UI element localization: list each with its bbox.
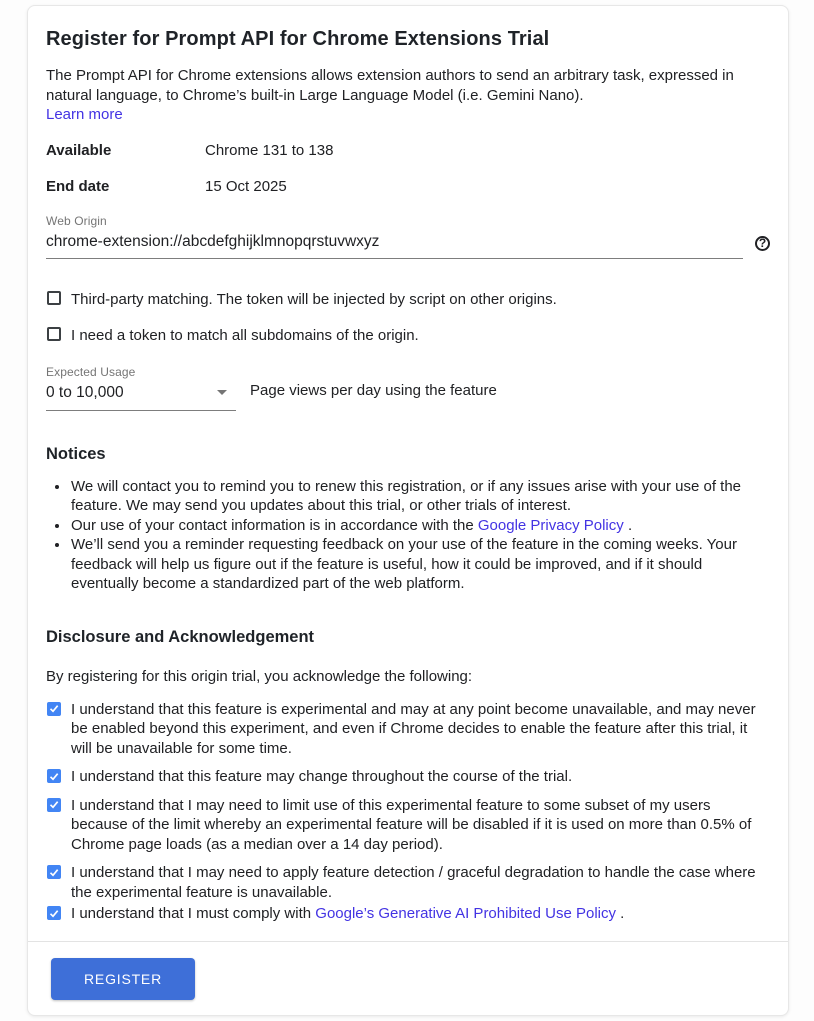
register-button[interactable]: REGISTER — [51, 958, 195, 1000]
ack-item-limit-use — [46, 796, 770, 855]
end-date-value: 15 Oct 2025 — [205, 177, 287, 195]
generative-ai-policy-link[interactable]: Google’s Generative AI Prohibited Use Policy — [315, 905, 616, 922]
disclosure-heading: Disclosure and Acknowledgement — [46, 627, 315, 646]
notices-list — [46, 477, 766, 594]
page-title: Register for Prompt API for Chrome Extensions Trial — [46, 28, 550, 50]
end-date-label: End date — [46, 177, 110, 195]
trial-details — [46, 142, 770, 195]
end-date-row — [46, 178, 770, 195]
web-origin-label: Web Origin — [46, 213, 107, 228]
notices-heading: Notices — [46, 444, 106, 463]
expected-usage-select[interactable] — [46, 379, 236, 411]
checkmark-icon — [49, 703, 59, 714]
third-party-matching-row — [46, 290, 770, 310]
ack-item-comply-policy — [46, 904, 770, 924]
help-icon[interactable]: ? — [755, 236, 770, 251]
available-row — [46, 142, 770, 159]
web-origin-input-underline — [46, 228, 743, 259]
expected-usage-label: Expected Usage — [46, 364, 136, 379]
trial-description: The Prompt API for Chrome extensions allows extension authors to send an arbitrary task, expressed in natural language, to Chrome’s built-in Large Language Model (i.e. Gemini Nano). — [46, 67, 734, 104]
expected-usage-suffix: Page views per day using the feature — [250, 381, 497, 399]
acknowledgement-list — [46, 700, 770, 924]
ack-limit-use-label: I understand that I may need to limit use of this experimental feature to some subset of my users because of the limit whereby an experimental feature will be disabled if it is used on more than 0.5% of Chrome page loads (as a median over a 14 day period). — [71, 796, 752, 853]
ack-item-feature-detection — [46, 863, 770, 902]
match-subdomains-row — [46, 326, 770, 346]
match-subdomains-label: I need a token to match all subdomains of the origin. — [71, 327, 419, 344]
expected-usage-field — [46, 365, 770, 411]
google-privacy-policy-link[interactable]: Google Privacy Policy — [477, 516, 624, 534]
token-options — [46, 290, 770, 346]
ack-comply-policy-label: I understand that I must comply with Google’s Generative AI Prohibited Use Policy . — [71, 905, 625, 922]
ack-may-change-label: I understand that this feature may change throughout the course of the trial. — [71, 768, 573, 785]
ack-experimental-checkbox[interactable] — [47, 702, 61, 716]
available-value: Chrome 131 to 138 — [205, 141, 334, 159]
footer — [28, 942, 788, 1015]
checkmark-icon — [49, 799, 59, 810]
third-party-matching-label: Third-party matching. The token will be injected by script on other origins. — [71, 290, 557, 308]
web-origin-field — [46, 214, 770, 259]
learn-more-link[interactable]: Learn more — [46, 106, 123, 123]
available-label: Available — [46, 141, 112, 159]
ack-item-experimental — [46, 700, 770, 759]
web-origin-input[interactable] — [46, 228, 743, 258]
ack-feature-detection-checkbox[interactable] — [47, 865, 61, 879]
ack-item-may-change — [46, 767, 770, 787]
checkmark-icon — [49, 908, 59, 919]
ack-feature-detection-label: I understand that I may need to apply feature detection / graceful degradation to handle the case where the experimental feature is unavailable. — [71, 864, 756, 901]
ack-may-change-checkbox[interactable] — [47, 769, 61, 783]
ack-experimental-label: I understand that this feature is experimental and may at any point become unavailable, and may never be enabled beyond this experiment, and even if Chrome decides to enable the feature after this trial, it will be unavailable for some time. — [71, 700, 756, 757]
expected-usage-value: 0 to 10,000 — [46, 383, 124, 401]
notice-text: We will contact you to remind you to renew this registration, or if any issues arise with your use of the feature. We may send you updates about this trial, or other trials of interest. — [71, 477, 742, 514]
notice-item — [70, 516, 766, 536]
checkmark-icon — [49, 867, 59, 878]
dropdown-arrow-icon — [217, 390, 227, 395]
checkmark-icon — [49, 771, 59, 782]
notice-text: . — [623, 516, 633, 534]
third-party-matching-checkbox[interactable] — [47, 291, 61, 305]
notice-text: Our use of your contact information is in accordance with the — [71, 516, 478, 534]
notice-item — [70, 535, 766, 594]
notice-text: We’ll send you a reminder requesting feedback on your use of the feature in the coming weeks. Your feedback will help us figure out if the feature is useful, how it could be improved, and if it should eventually become a standardized part of the web platform. — [71, 536, 737, 592]
notice-item — [70, 477, 766, 516]
match-subdomains-checkbox[interactable] — [47, 327, 61, 341]
disclosure-intro: By registering for this origin trial, you acknowledge the following: — [46, 667, 473, 685]
registration-card — [27, 5, 789, 1016]
ack-comply-policy-checkbox[interactable] — [47, 906, 61, 920]
ack-limit-use-checkbox[interactable] — [47, 798, 61, 812]
